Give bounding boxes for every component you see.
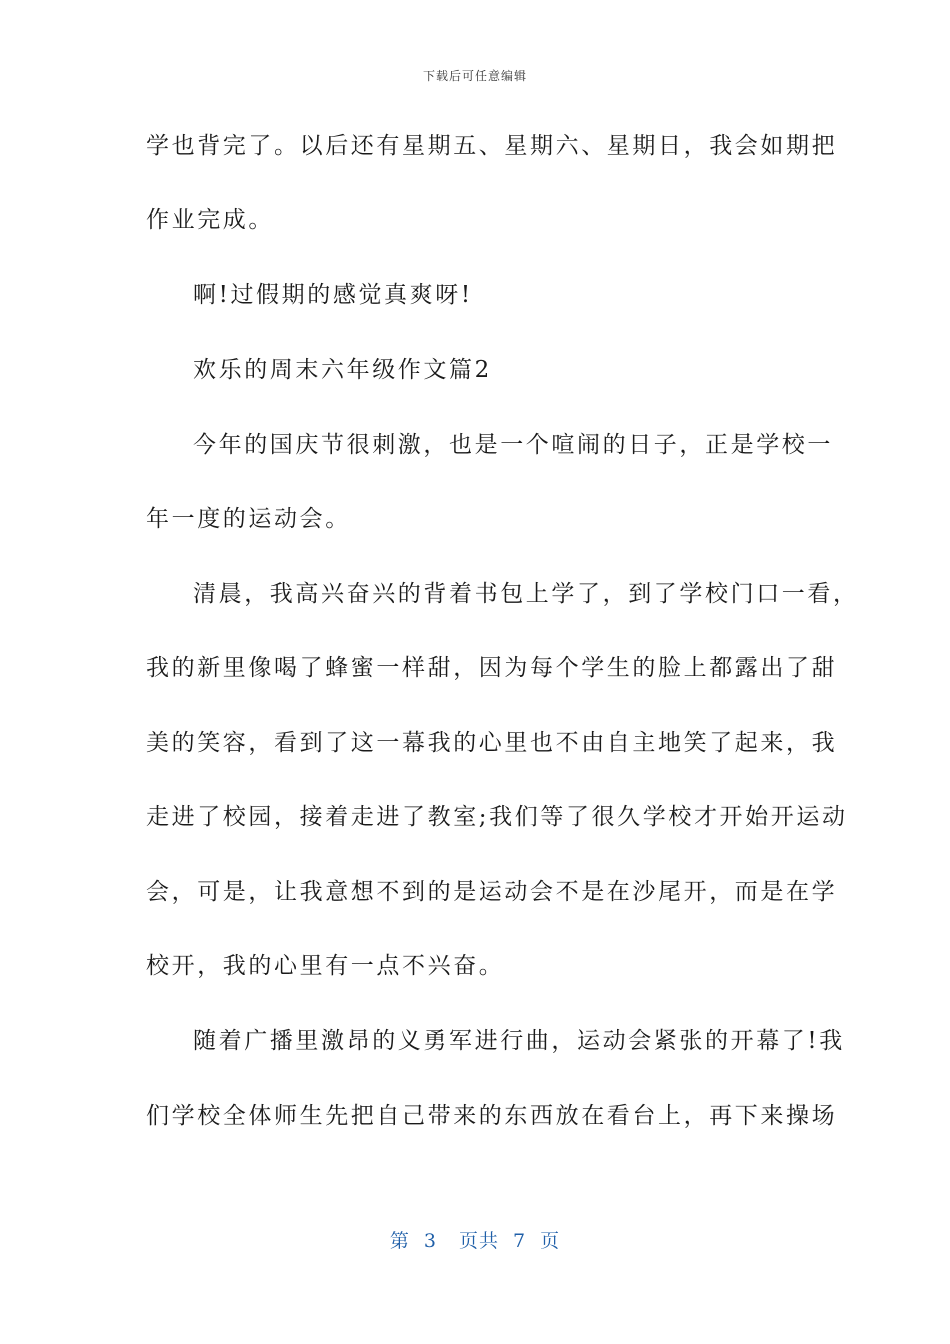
footer-total-pages: 7	[513, 1230, 527, 1252]
section-heading: 欢乐的周末六年级作文篇2	[193, 357, 492, 383]
body-line-12: 校开，我的心里有一点不兴奋。	[146, 953, 505, 979]
body-line-9: 美的笑容，看到了这一幕我的心里也不由自主地笑了起来，我	[146, 730, 838, 756]
page-header-note: 下载后可任意编辑	[422, 69, 527, 83]
body-line-14: 们学校全体师生先把自己带来的东西放在看台上，再下来操场	[146, 1103, 838, 1129]
footer-prefix: 第	[389, 1230, 410, 1252]
footer-suffix: 页	[540, 1230, 561, 1252]
body-line-2: 作业完成。	[146, 207, 274, 233]
page-number-footer	[0, 1226, 950, 1253]
body-line-13: 随着广播里激昂的义勇军进行曲，运动会紧张的开幕了!我	[193, 1028, 845, 1054]
body-line-1: 学也背完了。以后还有星期五、星期六、星期日，我会如期把	[146, 133, 838, 159]
body-line-10: 走进了校园，接着走进了教室;我们等了很久学校才开始开运动	[146, 804, 848, 830]
body-line-7: 清晨，我高兴奋兴的背着书包上学了，到了学校门口一看，	[193, 581, 859, 607]
body-line-11: 会，可是，让我意想不到的是运动会不是在沙尾开，而是在学	[146, 879, 838, 905]
body-line-3: 啊!过假期的感觉真爽呀!	[193, 282, 473, 308]
footer-middle: 页共	[458, 1230, 499, 1252]
footer-current-page: 3	[423, 1230, 437, 1252]
body-line-6: 年一度的运动会。	[146, 506, 351, 532]
body-line-5: 今年的国庆节很刺激，也是一个喧闹的日子，正是学校一	[193, 432, 833, 458]
body-line-8: 我的新里像喝了蜂蜜一样甜，因为每个学生的脸上都露出了甜	[146, 655, 838, 681]
